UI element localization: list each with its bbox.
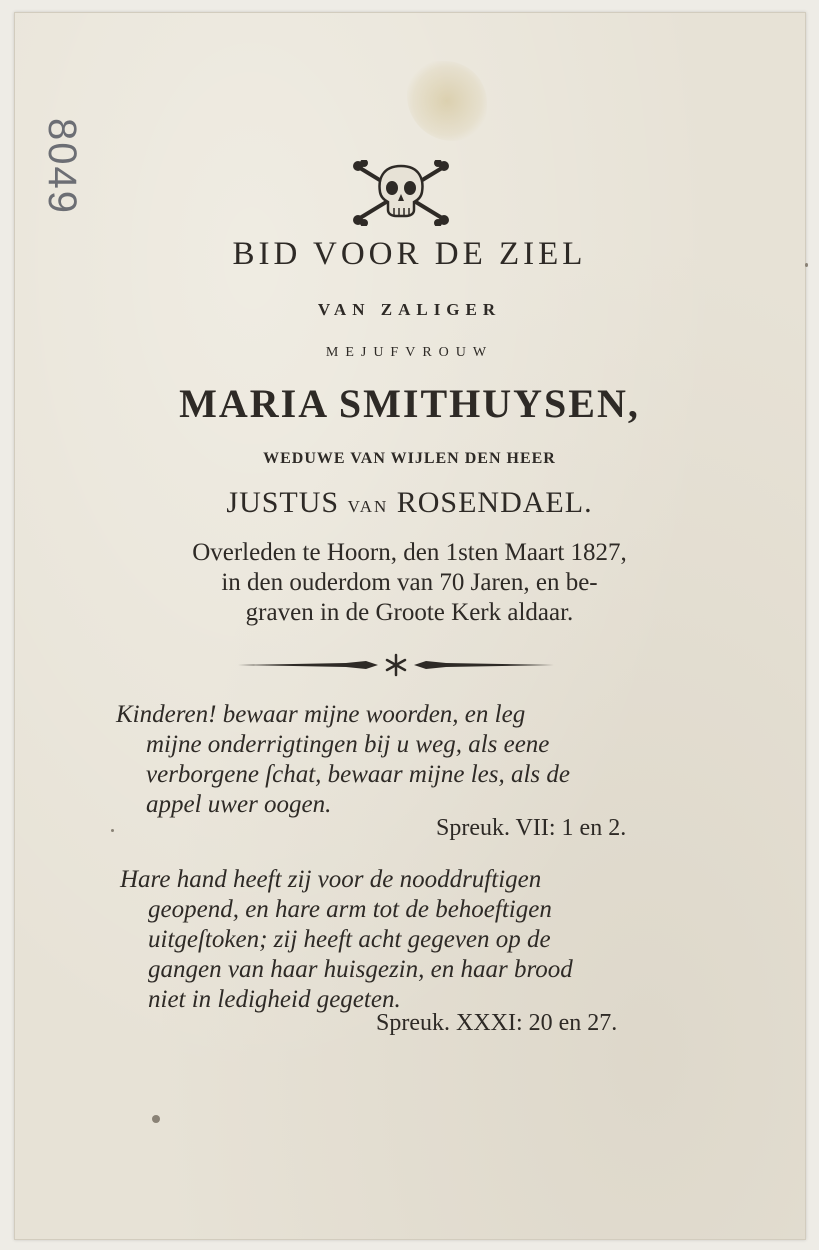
paper-speck xyxy=(152,1115,160,1123)
death-line: in den ouderdom van 70 Jaren, en be- xyxy=(221,569,598,596)
quote-1-line: Kinderen! bewaar mijne woorden, en leg xyxy=(116,701,526,728)
quote-2-reference: Spreuk. XXXI: 20 en 27. xyxy=(376,1010,618,1036)
card-title: BID VOOR DE ZIEL xyxy=(232,236,587,272)
husband-last-name: ROSENDAEL. xyxy=(396,486,593,519)
quote-1-line: verborgene ſchat, bewaar mijne les, als de xyxy=(146,761,570,788)
quote-2-line: uitgeſtoken; zij heeft acht gegeven op de xyxy=(148,926,551,953)
inventory-number: 8049 xyxy=(40,118,84,215)
paper-speck xyxy=(111,829,114,832)
quote-2-line: niet in ledigheid gegeten. xyxy=(148,986,401,1013)
husband-first-name: JUSTUS xyxy=(226,486,340,519)
quote-1-line: mijne onderrigtingen bij u weg, als eene xyxy=(146,731,550,758)
paper-stain xyxy=(407,61,487,141)
skull-crossbones-icon xyxy=(352,160,450,226)
widow-of: WEDUWE VAN WIJLEN DEN HEER xyxy=(263,450,556,467)
quote-1-line: appel uwer oogen. xyxy=(146,791,332,818)
deceased-name: MARIA SMITHUYSEN, xyxy=(179,381,640,426)
quote-1-reference: Spreuk. VII: 1 en 2. xyxy=(436,815,627,841)
quote-2-line: Hare hand heeft zij voor de nooddruftigen xyxy=(120,866,542,893)
husband-name xyxy=(0,486,819,520)
ornamental-divider xyxy=(236,652,556,678)
death-line: Overleden te Hoorn, den 1sten Maart 1827, xyxy=(192,539,627,566)
mejuvrouw: MEJUFVROUW xyxy=(325,345,494,360)
death-details xyxy=(0,538,819,628)
quote-2-line: geopend, en hare arm tot de behoeftigen xyxy=(148,896,552,923)
van-zaliger: VAN ZALIGER xyxy=(317,300,502,319)
quote-2-line: gangen van haar huisgezin, en haar brood xyxy=(148,956,573,983)
death-line: graven in de Groote Kerk aldaar. xyxy=(245,599,574,626)
husband-van: VAN xyxy=(347,497,389,516)
